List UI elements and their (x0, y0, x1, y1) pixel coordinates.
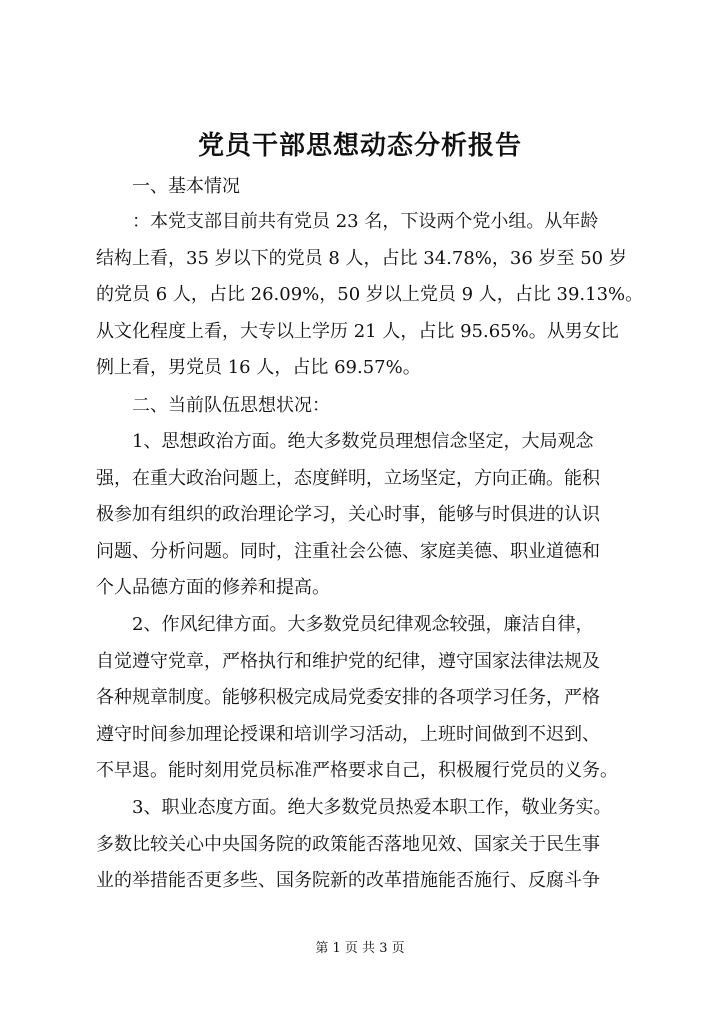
paragraph-political (96, 424, 636, 607)
section-heading-basic: 一、基本情况 (132, 176, 240, 197)
text-line: 3、职业态度方面。绝大多数党员热爱本职工作，敬业务实。 (96, 797, 612, 818)
text-line: 的党员 6 人，占比 26.09%，50 岁以上党员 9 人，占比 39.13%。 (96, 284, 644, 305)
text-line: 不早退。能时刻用党员标准严格要求自己，积极履行党员的义务。 (96, 760, 618, 781)
page-footer: 第 1 页 共 3 页 (315, 941, 405, 956)
text-line: 业的举措能否更多些、国务院新的改革措施能否施行、反腐斗争 (96, 870, 600, 891)
text-line: 极参加有组织的政治理论学习，关心时事，能够与时俱进的认识 (96, 504, 600, 525)
text-line: 问题、分析问题。同时，注重社会公德、家庭美德、职业道德和 (96, 540, 600, 562)
text-line: 自觉遵守党章，严格执行和维护党的纪律，遵守国家法律法规及 (96, 650, 600, 672)
text-line: 结构上看，35 岁以下的党员 8 人，占比 34.78%，36 岁至 50 岁 (96, 247, 627, 269)
text-line: 1、思想政治方面。绝大多数党员理想信念坚定，大局观念 (96, 431, 594, 452)
paragraph-discipline (96, 607, 636, 790)
text-line: 各种规章制度。能够积极完成局党委安排的各项学习任务，严格 (96, 687, 600, 708)
text-line: ：本党支部目前共有党员 23 名，下设两个党小组。从年龄 (132, 211, 599, 232)
text-line: 个人品德方面的修养和提高。 (96, 577, 330, 598)
page-title: 党员干部思想动态分析报告 (197, 131, 522, 161)
text-line: 强，在重大政治问题上，态度鲜明，立场坚定，方向正确。能积 (96, 467, 600, 489)
paragraph-basic-info (96, 204, 672, 387)
section-heading-status: 二、当前队伍思想状况： (132, 395, 330, 416)
text-line: 遵守时间参加理论授课和培训学习活动，上班时间做到不迟到、 (96, 723, 600, 745)
text-line: 2、作风纪律方面。大多数党员纪律观念较强，廉洁自律， (96, 614, 594, 635)
paragraph-work-attitude (96, 790, 636, 900)
text-line: 从文化程度上看，大专以上学历 21 人，占比 95.65%。从男女比 (96, 320, 619, 342)
text-line: 多数比较关心中央国务院的政策能否落地见效、国家关于民生事 (96, 833, 600, 855)
text-line: 例上看，男党员 16 人，占比 69.57%。 (96, 357, 421, 378)
